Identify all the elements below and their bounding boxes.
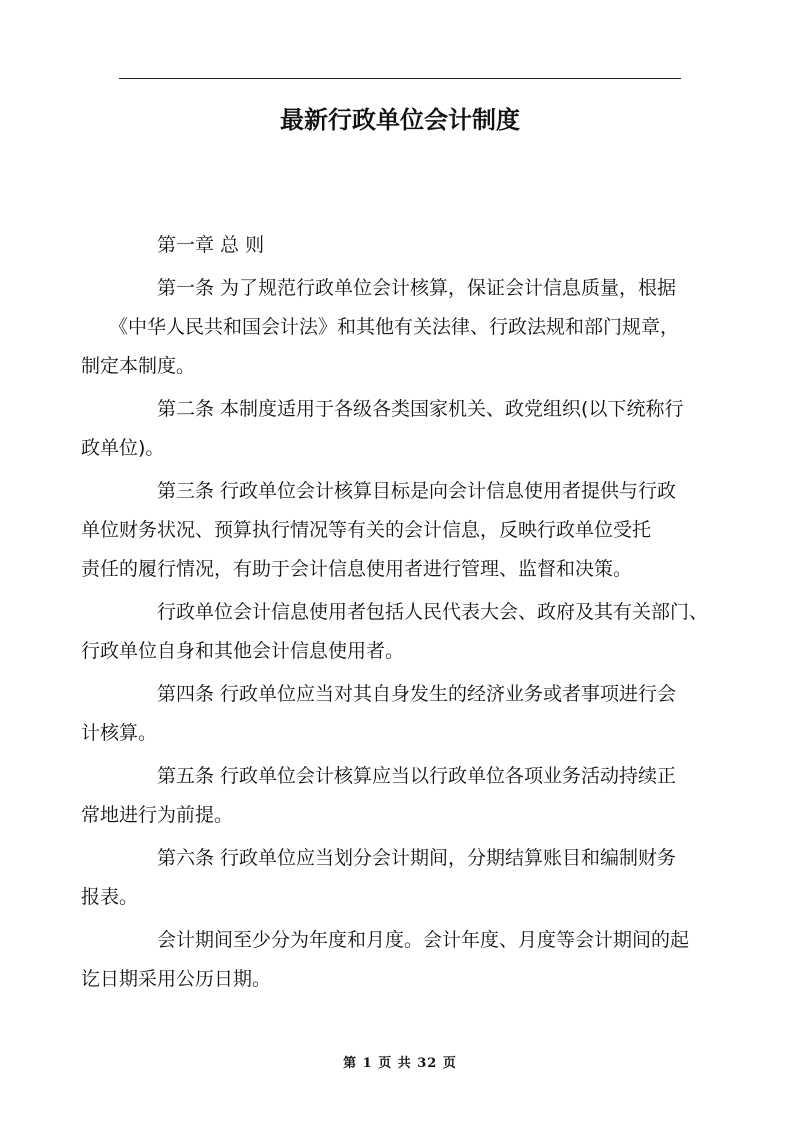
- header-rule: [119, 78, 681, 79]
- article-3-users-line-2: 行政单位自身和其他会计信息使用者。: [81, 640, 405, 662]
- article-6-periods-line-1: 会计期间至少分为年度和月度。会计年度、月度等会计期间的起: [157, 929, 690, 951]
- article-3-users-line-1: 行政单位会计信息使用者包括人民代表大会、政府及其有关部门、: [157, 601, 709, 623]
- article-1-line-3: 制定本制度。: [81, 355, 196, 377]
- article-6-line-2: 报表。: [81, 886, 139, 908]
- article-5: [81, 757, 689, 835]
- article-3-line-1: 第三条 行政单位会计核算目标是向会计信息使用者提供与行政: [157, 480, 677, 502]
- article-6-periods-line-2: 讫日期采用公历日期。: [81, 968, 272, 990]
- article-4-line-2: 计核算。: [81, 722, 158, 744]
- article-6: [81, 839, 689, 917]
- article-4: [81, 675, 689, 753]
- article-1: [81, 269, 689, 386]
- chapter-heading: 第一章 总 则: [157, 234, 265, 256]
- article-1-line-2: 《中华人民共和国会计法》和其他有关法律、行政法规和部门规章，: [109, 316, 680, 338]
- article-6-periods: [81, 921, 690, 999]
- document-body: [81, 226, 709, 1003]
- article-5-line-2: 常地进行为前提。: [81, 804, 234, 826]
- article-1-line-1: 第一条 为了规范行政单位会计核算，保证会计信息质量，根据: [157, 277, 677, 299]
- article-2-line-2: 政单位)。: [81, 437, 165, 459]
- page-number: 第 1 页 共 32 页: [343, 1056, 457, 1071]
- article-3-users: [81, 593, 709, 671]
- document-title: 最新行政单位会计制度: [280, 106, 520, 134]
- article-3-line-3: 责任的履行情况，有助于会计信息使用者进行管理、监督和决策。: [81, 558, 633, 580]
- article-4-line-1: 第四条 行政单位应当对其自身发生的经济业务或者事项进行会: [157, 683, 677, 705]
- article-2-line-1: 第二条 本制度适用于各级各类国家机关、政党组织(以下统称行: [157, 398, 684, 420]
- article-3: [81, 472, 689, 589]
- article-6-line-1: 第六条 行政单位应当划分会计期间，分期结算账目和编制财务: [157, 847, 677, 869]
- article-5-line-1: 第五条 行政单位会计核算应当以行政单位各项业务活动持续正: [157, 765, 677, 787]
- article-3-line-2: 单位财务状况、预算执行情况等有关的会计信息，反映行政单位受托: [81, 519, 652, 541]
- article-2: [81, 390, 689, 468]
